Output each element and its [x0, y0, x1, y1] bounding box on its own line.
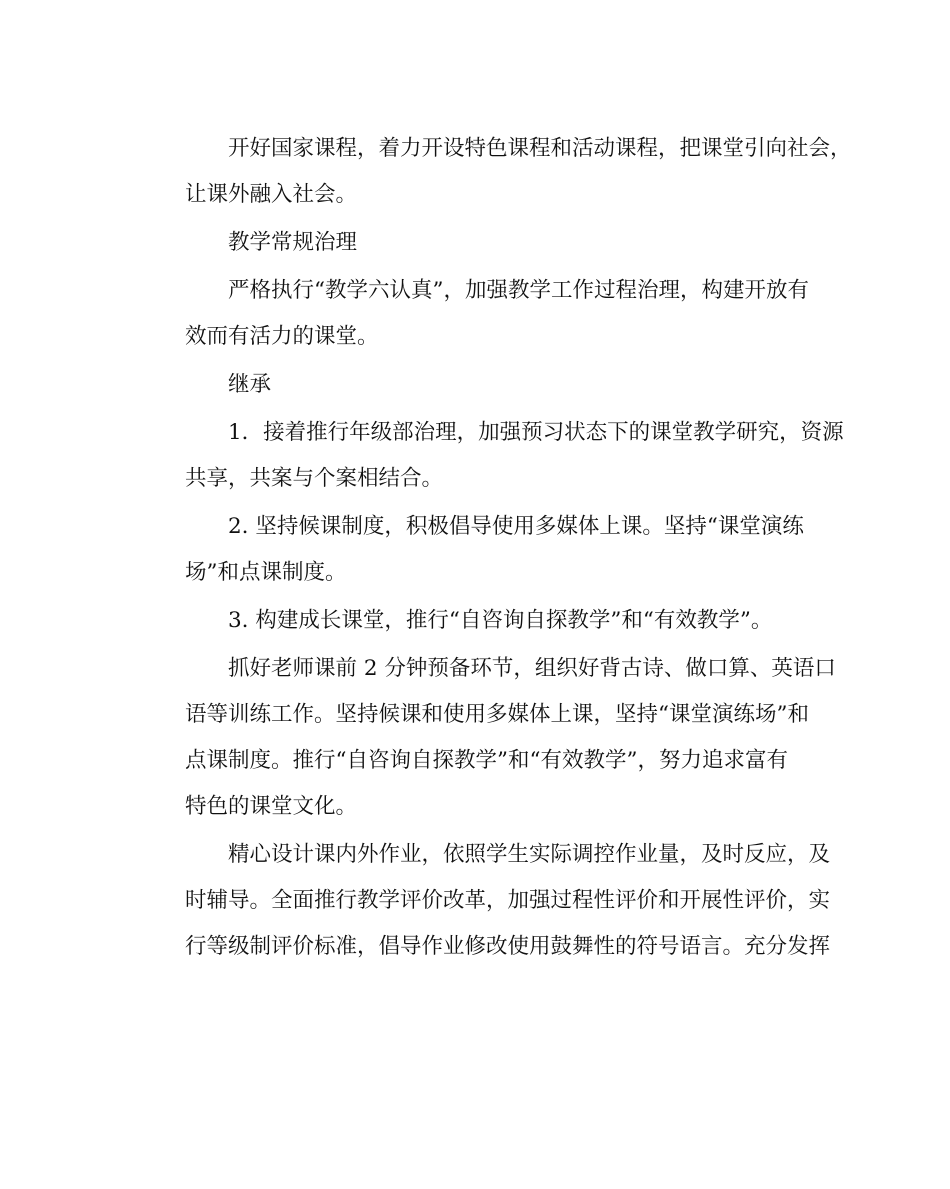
document-body	[142, 126, 852, 972]
text-line: 2. 坚持候课制度，积极倡导使用多媒体上课。坚持“课堂演练	[228, 514, 804, 539]
text-line: 严格执行“教学六认真”，加强教学工作过程治理，构建开放有	[228, 278, 809, 303]
text-line: 精心设计课内外作业，依照学生实际调控作业量，及时反应，及	[228, 842, 831, 867]
section-heading-inherit	[142, 362, 808, 408]
paragraph-homework	[142, 832, 831, 970]
list-item-2	[142, 504, 808, 596]
text-line: 开好国家课程，着力开设特色课程和活动课程，把课堂引向社会，	[228, 136, 852, 161]
paragraph-preparation	[142, 646, 836, 830]
text-line: 场”和点课制度。	[185, 560, 347, 585]
text-line: 教学常规治理	[228, 230, 358, 255]
text-line: 行等级制评价标准，倡导作业修改使用鼓舞性的符号语言。充分发挥	[185, 934, 831, 959]
section-heading-teaching-routine	[142, 220, 808, 266]
text-line: 特色的课堂文化。	[185, 794, 358, 819]
text-line: 让课外融入社会。	[185, 182, 358, 207]
text-line: 3. 构建成长课堂，推行“自咨询自探教学”和“有效教学”。	[228, 608, 773, 633]
text-line: 1．接着推行年级部治理，加强预习状态下的课堂教学研究，资源	[228, 420, 844, 445]
paragraph-six-earnest	[142, 268, 808, 360]
list-item-3	[142, 598, 808, 644]
text-line: 继承	[228, 372, 272, 397]
list-item-1	[142, 410, 844, 502]
text-line: 抓好老师课前 2 分钟预备环节，组织好背古诗、做口算、英语口	[228, 656, 836, 681]
text-line: 点课制度。推行“自咨询自探教学”和“有效教学”，努力追求富有	[185, 748, 788, 773]
paragraph-curriculum	[142, 126, 852, 218]
text-line: 时辅导。全面推行教学评价改革，加强过程性评价和开展性评价，实	[185, 888, 831, 913]
text-line: 语等训练工作。坚持候课和使用多媒体上课，坚持“课堂演练场”和	[185, 702, 809, 727]
text-line: 共享，共案与个案相结合。	[185, 466, 444, 491]
text-line: 效而有活力的课堂。	[185, 324, 379, 349]
